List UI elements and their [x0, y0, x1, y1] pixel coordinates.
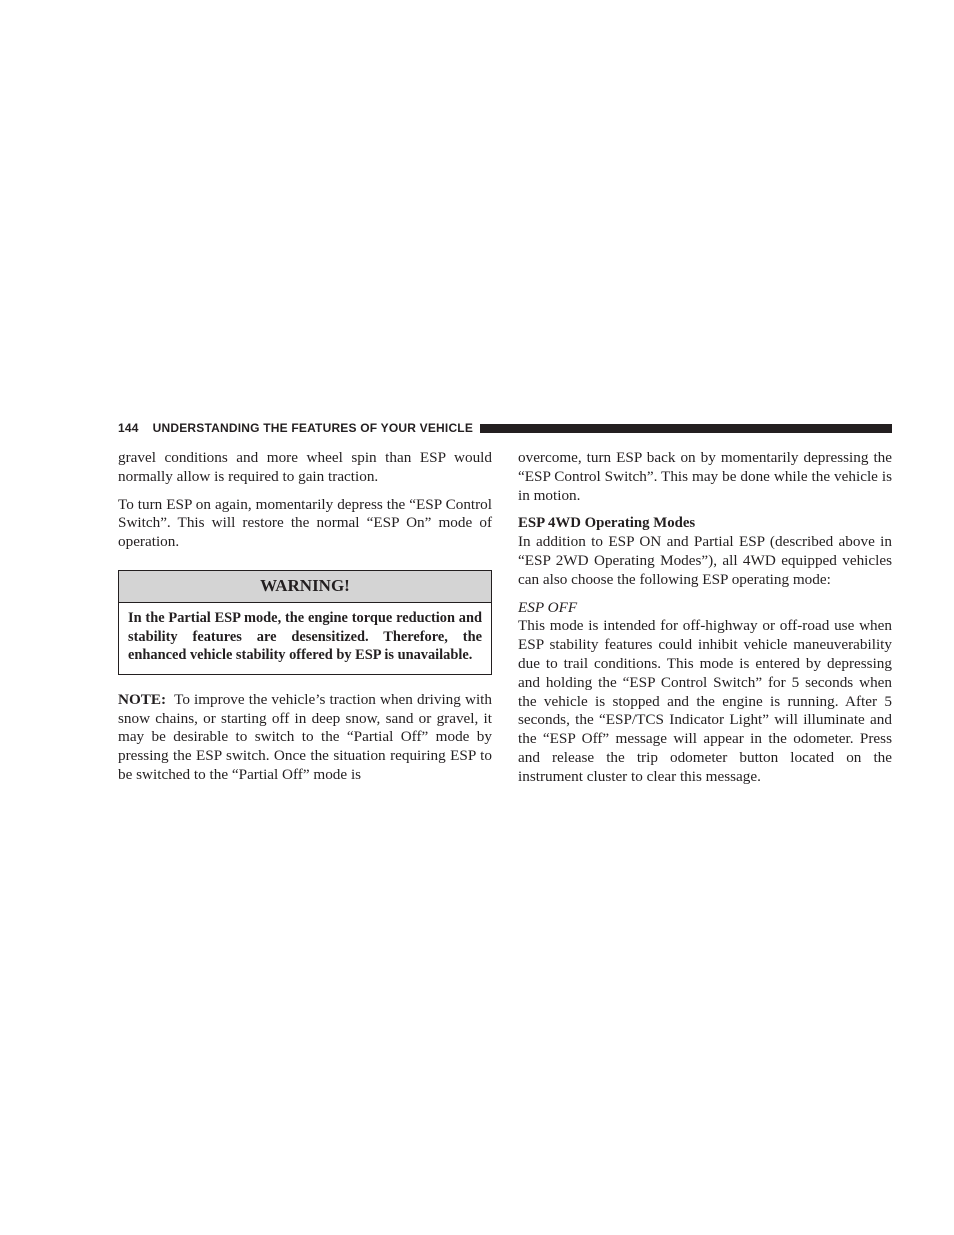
esp-off-paragraph: This mode is intended for off-highway or off-road use when ESP stability features could inhibit vehicle maneuverability due to trail conditions. This mode is entered by depressing and holding the “ESP Control Switch” for 5 seconds when the vehicle is stopped and the engine is running. After 5 seconds, the “ESP/TCS Indicator Light” will illuminate and the “ESP Off” message will appear in the odometer. Press and release the trip odometer button located on the instrument cluster to clear this message.	[518, 617, 892, 785]
warning-box	[118, 570, 492, 675]
note-label: NOTE:	[118, 690, 167, 708]
overcome-paragraph: overcome, turn ESP back on by momentarily depressing the “ESP Control Switch”. This may be done while the vehicle is in motion.	[518, 449, 892, 504]
continued-paragraph: gravel conditions and more wheel spin than ESP would normally allow is required to gain traction.	[118, 449, 492, 485]
turn-esp-on-paragraph: To turn ESP on again, momentarily depress the “ESP Control Switch”. This will restore the normal “ESP On” mode of operation.	[118, 495, 492, 551]
page-number: 144	[118, 421, 139, 435]
right-column	[518, 449, 892, 787]
warning-title: WARNING!	[119, 571, 491, 603]
heading-esp-off: ESP OFF	[518, 598, 578, 616]
heading-esp-4wd-modes: ESP 4WD Operating Modes	[518, 515, 696, 532]
header-rule	[480, 424, 892, 433]
note-text: To improve the vehicle’s traction when driving with snow chains, or starting off in deep snow, sand or gravel, it may be desirable to switch to the “Partial Off” mode by pressing the ESP switch. Once the situation requiring ESP to be switched to the “Partial Off” mode is	[118, 690, 492, 783]
left-column	[118, 449, 492, 785]
note-paragraph	[118, 691, 492, 785]
warning-text: In the Partial ESP mode, the engine torque reduction and stability features are desensitized. Therefore, the enhanced vehicle stability offered by ESP is unavailable.	[128, 609, 482, 664]
page-header	[118, 420, 892, 436]
esp-4wd-paragraph: In addition to ESP ON and Partial ESP (described above in “ESP 2WD Operating Modes”), all 4WD equipped vehicles can also choose the following ESP operating mode:	[518, 533, 892, 588]
section-title: UNDERSTANDING THE FEATURES OF YOUR VEHICLE	[152, 421, 474, 435]
